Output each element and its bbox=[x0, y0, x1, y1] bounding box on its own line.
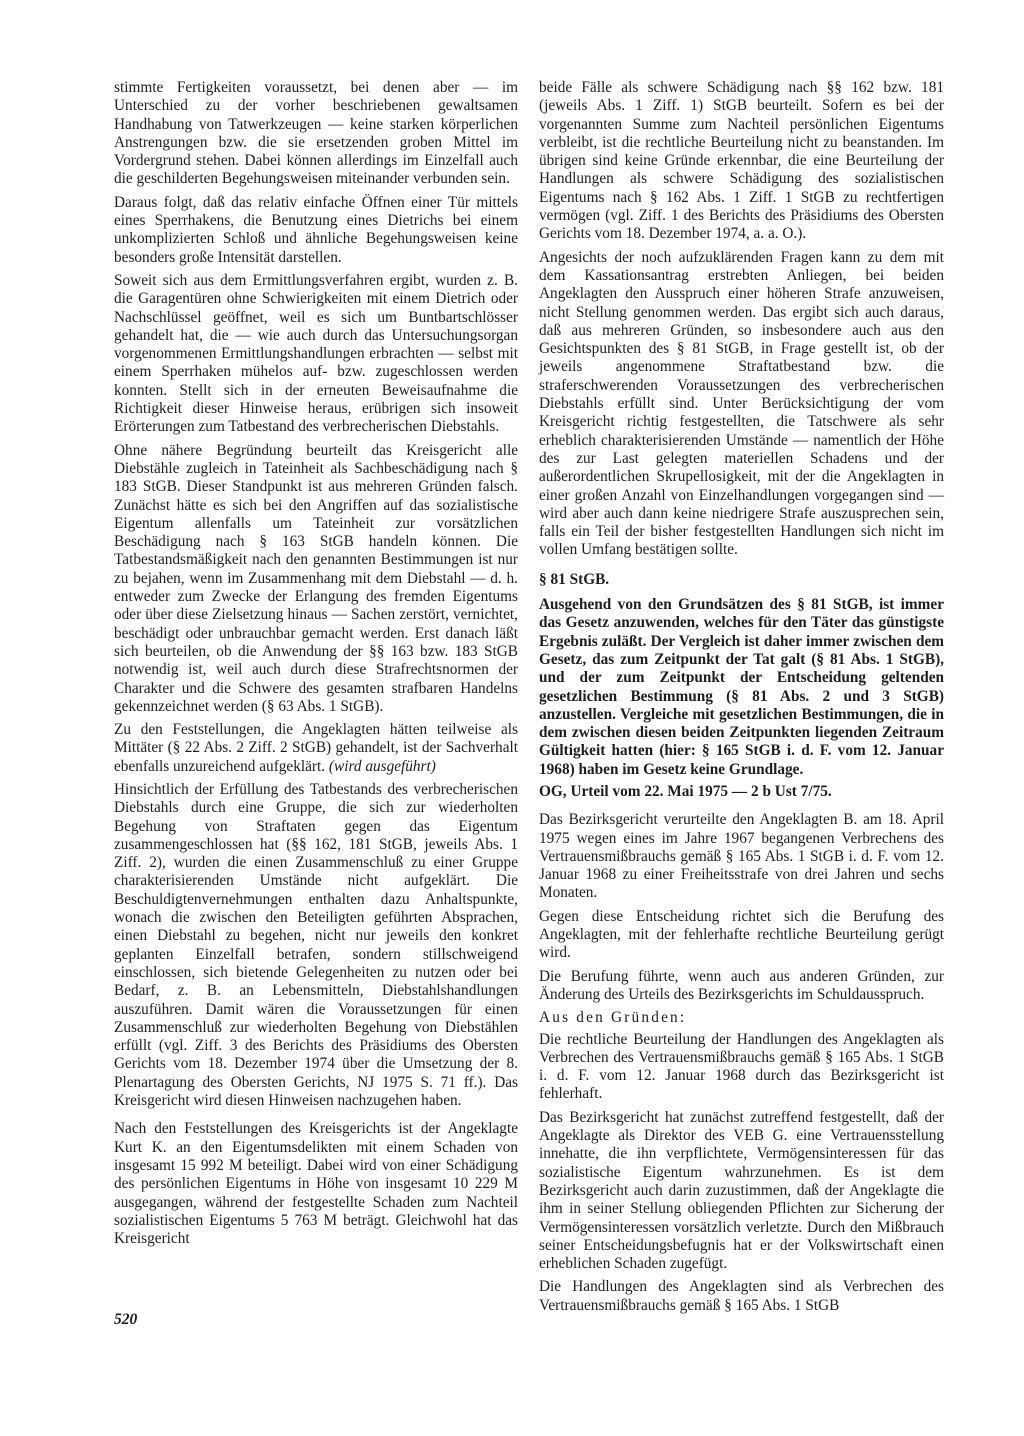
paragraph: Die Berufung führte, wenn auch aus anderen Gründen, zur Änderung des Urteils des Bezirksgerichts im Schuldausspruch. bbox=[539, 967, 944, 1003]
reasons-heading: Aus den Gründen: bbox=[539, 1009, 687, 1027]
headnote: Ausgehend von den Grundsätzen des § 81 StGB, ist immer das Gesetz anzuwenden, welches für den Täter das günstigste Ergebnis zuläßt. Der Vergleich ist daher immer zwischen dem Gesetz, das zum Zeitpunkt der Tat galt (§ 81 Abs. 1 StGB), und der zum Zeitpunkt der Entscheidung geltenden gesetzlichen Bestimmung (§ 81 Abs. 2 und 3 StGB) anzustellen. Vergleiche mit gesetzlichen Bestimmungen, die in dem zwischen diesen beiden Zeitpunkten liegenden Zeitraum Gültigkeit hatten (hier: § 165 StGB i. d. F. vom 12. Januar 1968) haben im Gesetz keine Grundlage. bbox=[539, 596, 944, 778]
left-column bbox=[114, 79, 518, 1253]
paragraph: Hinsichtlich der Erfüllung des Tatbestands des verbrecherischen Diebstahls durch eine Gruppe, die sich zur wiederholten Begehung von Straftaten gegen das Eigentum zusammengeschlossen hat (§§ 162, 181 StGB, jeweils Abs. 1 Ziff. 2), wurden die einen Zusammenschluß zu einer Gruppe charakterisierenden Umstände nicht aufgeklärt. Die Beschuldigtenvernehmungen enthalten dazu Anhaltspunkte, wonach die zwischen den Beteiligten geführten Absprachen, einen Diebstahl zu begehen, nicht nur jeweils den konkret geplanten Einzelfall betrafen, sondern stillschweigend einschlossen, sich bietende Gelegenheiten zu nutzen oder bei Bedarf, z. B. an Lebensmitteln, Diebstahlshandlungen auszuführen. Damit wären die Voraussetzungen für einen Zusammenschluß zur wiederholten Begehung von Diebstählen erfüllt (vgl. Ziff. 3 des Berichts des Präsidiums des Obersten Gerichts vom 18. Dezember 1974 über die Umsetzung der 8. Plenartagung des Obersten Gerichts, NJ 1975 S. 71 ff.). Das Kreisgericht wird diesen Hinweisen nachzugehen haben. bbox=[114, 780, 518, 1110]
paragraph: beide Fälle als schwere Schädigung nach §§ 162 bzw. 181 (jeweils Abs. 1 Ziff. 1) StGB beurteilt. Sofern es bei der vorgenannten Summe zum Nachteil persönlichen Eigentums verbleibt, ist die rechtliche Beurteilung nicht zu beanstanden. Im übrigen sind keine Gründe erkennbar, die eine Beurteilung der Handlungen als schwere Schädigung des sozialistischen Eigentums nach § 162 Abs. 1 Ziff. 1 StGB zu rechtfertigen vermögen (vgl. Ziff. 1 des Berichts des Präsidiums des Obersten Gerichts vom 18. Dezember 1974, a. a. O.). bbox=[539, 79, 944, 243]
page-number: 520 bbox=[114, 1311, 138, 1328]
paragraph: stimmte Fertigkeiten voraussetzt, bei denen aber — im Unterschied zu der vorher beschriebenen gewaltsamen Handhabung von Tatwerkzeugen — keine starken körperlichen Anstrengungen bzw. die sie ersetzenden groben Mittel im Vordergrund stehen. Dabei können allerdings im Einzelfall auch die geschilderten Begehungsweisen miteinander verbunden sein. bbox=[114, 79, 518, 188]
paragraph: Soweit sich aus dem Ermittlungsverfahren ergibt, wurden z. B. die Garagentüren ohne Schwierigkeiten mit einem Dietrich oder Nachschlüssel geöffnet, weil es sich um Buntbartschlösser gehandelt hat, die — wie auch durch das Untersuchungsorgan vorgenommenen Ermittlungshandlungen erbrachten — selbst mit einem Sperrhaken mühelos auf- bzw. zugeschlossen werden konnten. Stellt sich in der erneuten Beweisaufnahme die Richtigkeit dieser Hinweise heraus, erübrigen sich insoweit Erörterungen zum Tatbestand des verbrecherischen Diebstahls. bbox=[114, 271, 518, 436]
paragraph: Das Bezirksgericht hat zunächst zutreffend festgestellt, daß der Angeklagte als Direktor des VEB G. eine Vertrauensstellung innehatte, die ihn verpflichtete, Vermögensinteressen für das sozialistische Eigentum wahrzunehmen. Es ist dem Bezirksgericht auch darin zuzustimmen, daß der Angeklagte die ihm in seiner Stellung obliegenden Pflichten zur Sicherung der Vermögensinteressen vorsätzlich verletzte. Durch den Mißbrauch seiner Entscheidungsbefugnis hat er der Volkswirtschaft einen erheblichen Schaden zugefügt. bbox=[539, 1108, 944, 1273]
paragraph bbox=[114, 721, 518, 776]
section-heading: § 81 StGB. bbox=[539, 570, 610, 588]
paragraph: Ohne nähere Begründung beurteilt das Kreisgericht alle Diebstähle zugleich in Tateinheit als Sachbeschädigung nach § 183 StGB. Dieser Standpunkt ist aus mehreren Gründen falsch. Zunächst hätte es sich bei den Angriffen auf das sozialistische Eigentum allenfalls um Tateinheit zur vorsätzlichen Beschädigung nach § 163 StGB handeln können. Die Tatbestandsmäßigkeit nach den genannten Bestimmungen ist nur zu bejahen, wenn im Zusammenhang mit dem Diebstahl — d. h. entweder zum Zwecke der Erlangung des fremden Eigentums oder über diese Zielsetzung hinaus — Sachen zerstört, vernichtet, beschädigt oder unbrauchbar gemacht werden. Erst danach läßt sich beurteilen, ob die Anwendung der §§ 163 bzw. 183 StGB notwendig ist, weil auch durch diese Strafrechtsnormen der Charakter und die Schwere des gesamten strafbaren Handelns gekennzeichnet werden (§ 63 Abs. 1 StGB). bbox=[114, 441, 518, 715]
paragraph-text: Zu den Feststellungen, die Angeklagten hätten teilweise als Mittäter (§ 22 Abs. 2 Ziff. 2 StGB) gehandelt, ist der Sachverhalt ebenfalls unzureichend aufgeklärt. bbox=[114, 721, 518, 775]
paragraph: Die rechtliche Beurteilung der Handlungen des Angeklagten als Verbrechen des Vertrauensmißbrauchs gemäß § 165 Abs. 1 StGB i. d. F. vom 12. Januar 1968 durch das Bezirksgericht ist fehlerhaft. bbox=[539, 1030, 944, 1103]
paragraph: Nach den Feststellungen des Kreisgerichts ist der Angeklagte Kurt K. an den Eigentumsdelikten mit einem Schaden von insgesamt 15 992 M beteiligt. Dabei wird von einer Schädigung des persönlichen Eigentums in Höhe von insgesamt 10 229 M ausgegangen, während der festgestellte Schaden zum Nachteil sozialistischen Eigentums 5 763 M beträgt. Gleichwohl hat das Kreisgericht bbox=[114, 1120, 518, 1248]
paragraph: Angesichts der noch aufzuklärenden Fragen kann zu dem mit dem Kassationsantrag erstrebten Anliegen, bei beiden Angeklagten den Ausspruch einer höheren Strafe anzuweisen, nicht Stellung genommen werden. Das ergibt sich auch daraus, daß aus mehreren Gründen, so insbesondere auch aus den Gesichtspunkten des § 81 StGB, in Frage gestellt ist, ob der jeweils angenommene Straftatbestand bzw. die straferschwerenden Voraussetzungen des verbrecherischen Diebstahls erfüllt sind. Unter Berücksichtigung der vom Kreisgericht richtig festgestellten, die Tatschwere als sehr erheblich charakterisierenden Umstände — namentlich der Höhe des zur Last gelegten materiellen Schadens und der außerordentlichen Skrupellosigkeit, mit der die Angeklagten in einer großen Anzahl von Einzelhandlungen vorgegangen sind — wird aber auch dann keine niedrigere Strafe auszusprechen sein, falls ein Teil der bisher festgestellten Handlungen sich nicht im vollen Umfang bestätigen sollte. bbox=[539, 248, 944, 559]
paragraph: Das Bezirksgericht verurteilte den Angeklagten B. am 18. April 1975 wegen eines im Jahre 1967 begangenen Verbrechens des Vertrauensmißbrauchs gemäß § 165 Abs. 1 StGB i. d. F. vom 12. Januar 1968 zu einer Freiheitsstrafe von drei Jahren und sechs Monaten. bbox=[539, 811, 944, 902]
omission-note: (wird ausgeführt) bbox=[328, 757, 436, 775]
paragraph: Gegen diese Entscheidung richtet sich die Berufung des Angeklagten, mit der fehlerhafte rechtliche Beurteilung gerügt wird. bbox=[539, 907, 944, 962]
paragraph: Die Handlungen des Angeklagten sind als Verbrechen des Vertrauensmißbrauchs gemäß § 165 Abs. 1 StGB bbox=[539, 1278, 944, 1314]
right-column bbox=[539, 79, 944, 1320]
paragraph: Daraus folgt, daß das relativ einfache Öffnen einer Tür mittels eines Sperrhakens, die Benutzung eines Dietrichs bei einem unkomplizierten Schloß und ähnliche Begehungsweisen keine besonders große Intensität darstellen. bbox=[114, 193, 518, 266]
court-citation: OG, Urteil vom 22. Mai 1975 — 2 b Ust 7/75. bbox=[539, 782, 832, 800]
